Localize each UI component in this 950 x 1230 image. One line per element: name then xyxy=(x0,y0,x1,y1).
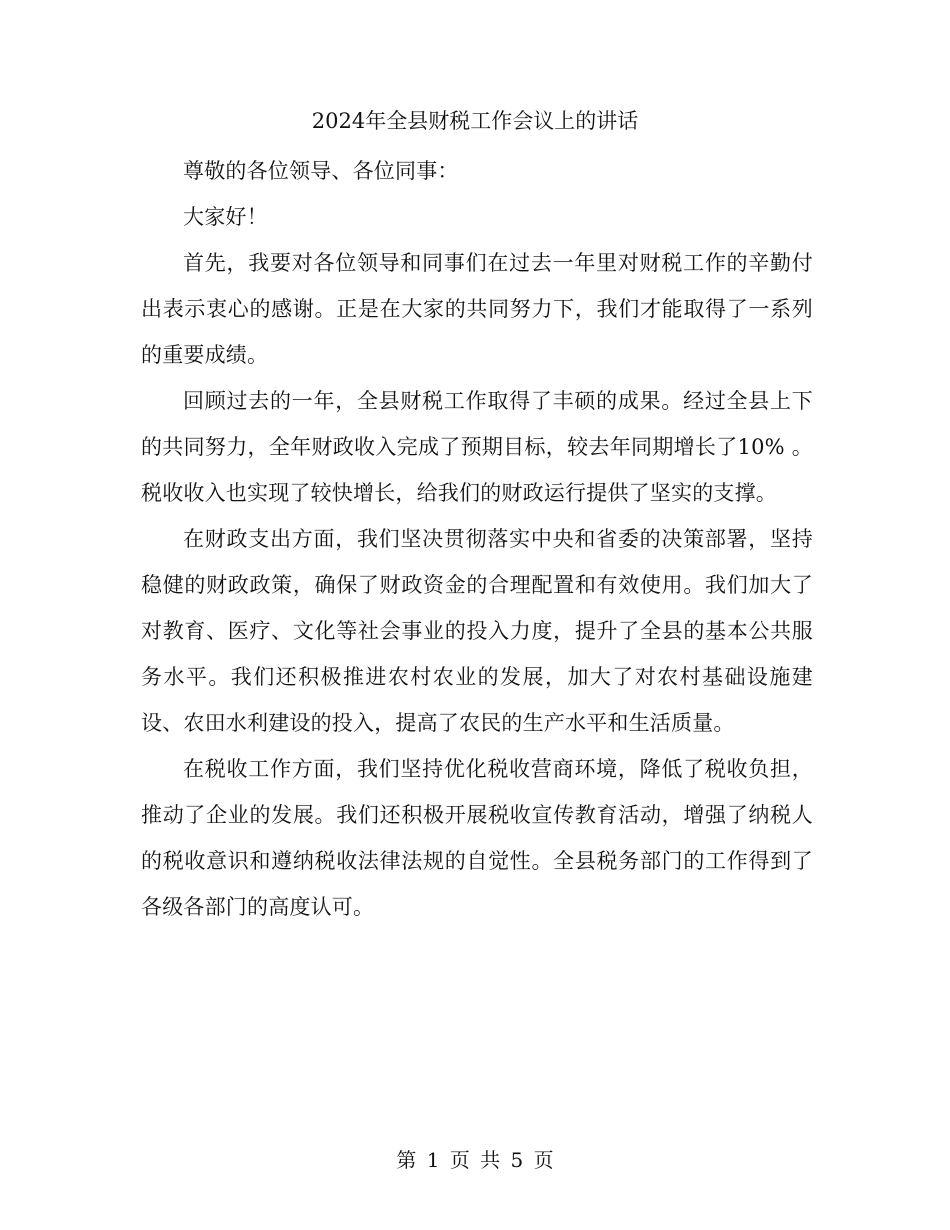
review-paragraph: 回顾过去的一年，全县财税工作取得了丰硕的成果。经过全县上下的共同努力，全年财政收入完成了预期目标，较去年同期增长了10% 。税收收入也实现了较快增长，给我们的财政运行提供了坚实的支撑。 xyxy=(141,389,813,505)
greeting-paragraph: 大家好！ xyxy=(183,205,268,229)
thanks-paragraph: 首先，我要对各位领导和同事们在过去一年里对财税工作的辛勤付出表示衷心的感谢。正是在大家的共同努力下，我们才能取得了一系列的重要成绩。 xyxy=(141,251,813,367)
taxation-paragraph: 在税收工作方面，我们坚持优化税收营商环境，降低了税收负担，推动了企业的发展。我们还积极开展税收宣传教育活动，增强了纳税人的税收意识和遵纳税收法律法规的自觉性。全县税务部门的工作得到了各级各部门的高度认可。 xyxy=(141,757,813,919)
salutation-paragraph: 尊敬的各位领导、各位同事： xyxy=(183,159,459,183)
page-number-footer: 第 1 页 共 5 页 xyxy=(396,1148,554,1172)
expenditure-paragraph: 在财政支出方面，我们坚决贯彻落实中央和省委的决策部署，坚持稳健的财政政策，确保了财政资金的合理配置和有效使用。我们加大了对教育、医疗、文化等社会事业的投入力度，提升了全县的基本公共服务水平。我们还积极推进农村农业的发展，加大了对农村基础设施建设、农田水利建设的投入，提高了农民的生产水平和生活质量。 xyxy=(141,527,813,735)
document-title: 2024年全县财税工作会议上的讲话 xyxy=(311,109,639,133)
document-body xyxy=(141,148,813,930)
